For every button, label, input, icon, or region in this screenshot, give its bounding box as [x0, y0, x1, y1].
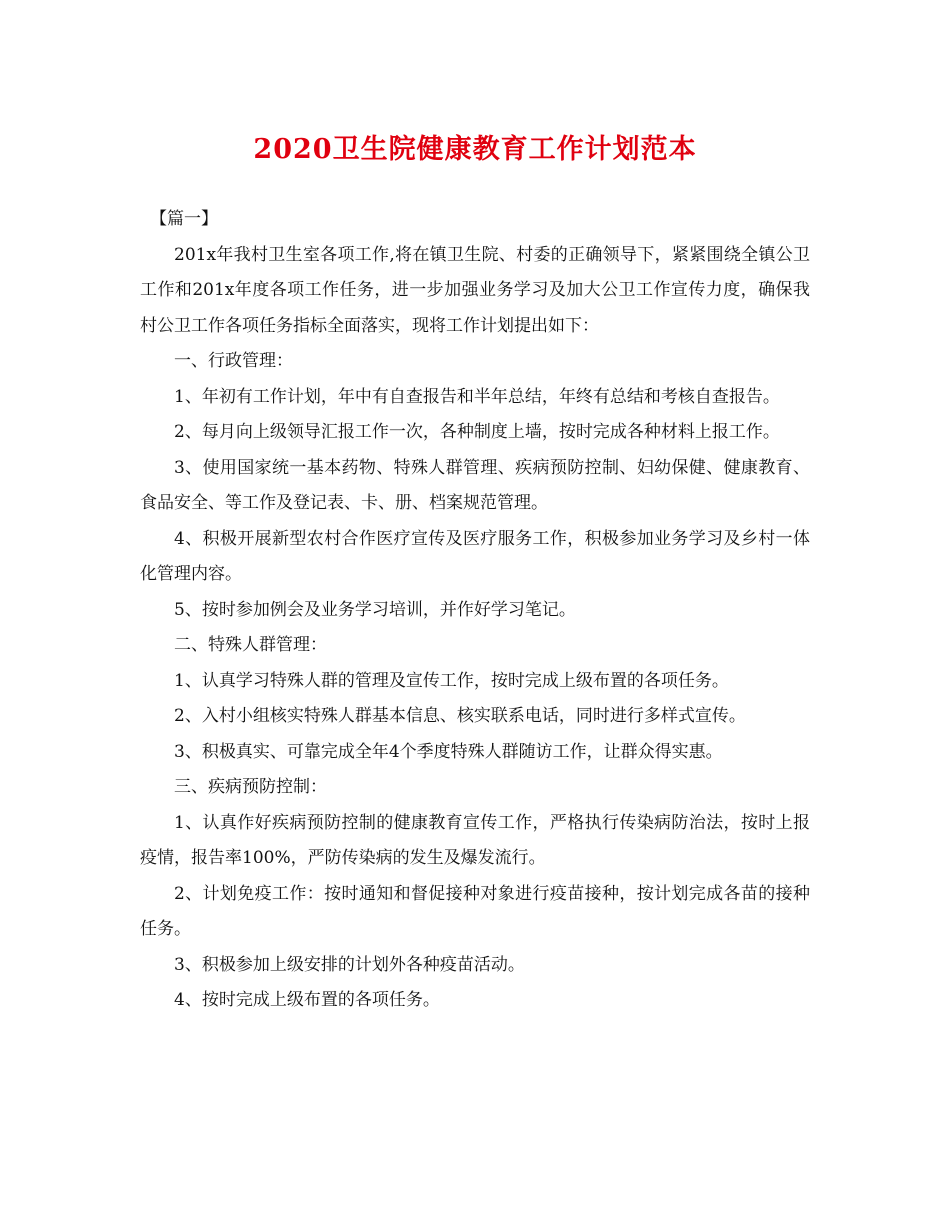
- special-groups-item-3: 3、积极真实、可靠完成全年4个季度特殊人群随访工作，让群众得实惠。: [174, 741, 723, 762]
- special-groups-item-1: 1、认真学习特殊人群的管理及宣传工作，按时完成上级布置的各项任务。: [174, 670, 729, 691]
- admin-item-4: 4、积极开展新型农村合作医疗宣传及医疗服务工作，积极参加业务学习及乡村一体化管理内容。: [140, 528, 810, 584]
- disease-control-item-2: 2、计划免疫工作：按时通知和督促接种对象进行疫苗接种，按计划完成各苗的接种任务。: [140, 883, 810, 939]
- section-heading-special-groups: 二、特殊人群管理：: [174, 635, 327, 655]
- admin-item-1: 1、年初有工作计划，年中有自查报告和半年总结，年终有总结和考核自查报告。: [174, 386, 780, 407]
- document-title: 2020卫生院健康教育工作计划范本: [253, 134, 697, 165]
- section-heading-disease-control: 三、疾病预防控制：: [174, 777, 327, 797]
- admin-item-3: 3、使用国家统一基本药物、特殊人群管理、疾病预防控制、妇幼保健、健康教育、食品安全、等工作及登记表、卡、册、档案规范管理。: [140, 457, 810, 513]
- disease-control-item-3: 3、积极参加上级安排的计划外各种疫苗活动。: [174, 954, 525, 975]
- special-groups-item-2: 2、入村小组核实特殊人群基本信息、核实联系电话，同时进行多样式宣传。: [174, 706, 746, 726]
- section-heading-part-one: 【篇一】: [150, 209, 218, 229]
- document-body: [140, 202, 810, 1019]
- admin-item-5: 5、按时参加例会及业务学习培训，并作好学习笔记。: [174, 599, 576, 620]
- disease-control-item-1: 1、认真作好疾病预防控制的健康教育宣传工作，严格执行传染病防治法，按时上报疫情，报告率100%，严防传染病的发生及爆发流行。: [140, 812, 810, 868]
- admin-item-2: 2、每月向上级领导汇报工作一次，各种制度上墙，按时完成各种材料上报工作。: [174, 422, 780, 442]
- intro-paragraph: 201x年我村卫生室各项工作,将在镇卫生院、村委的正确领导下，紧紧围绕全镇公卫工作和201x年度各项工作任务，进一步加强业务学习及加大公卫工作宣传力度，确保我村公卫工作各项任务指标全面落实，现将工作计划提出如下：: [140, 244, 810, 336]
- disease-control-item-4: 4、按时完成上级布置的各项任务。: [174, 990, 440, 1010]
- section-heading-administration: 一、行政管理：: [174, 351, 293, 371]
